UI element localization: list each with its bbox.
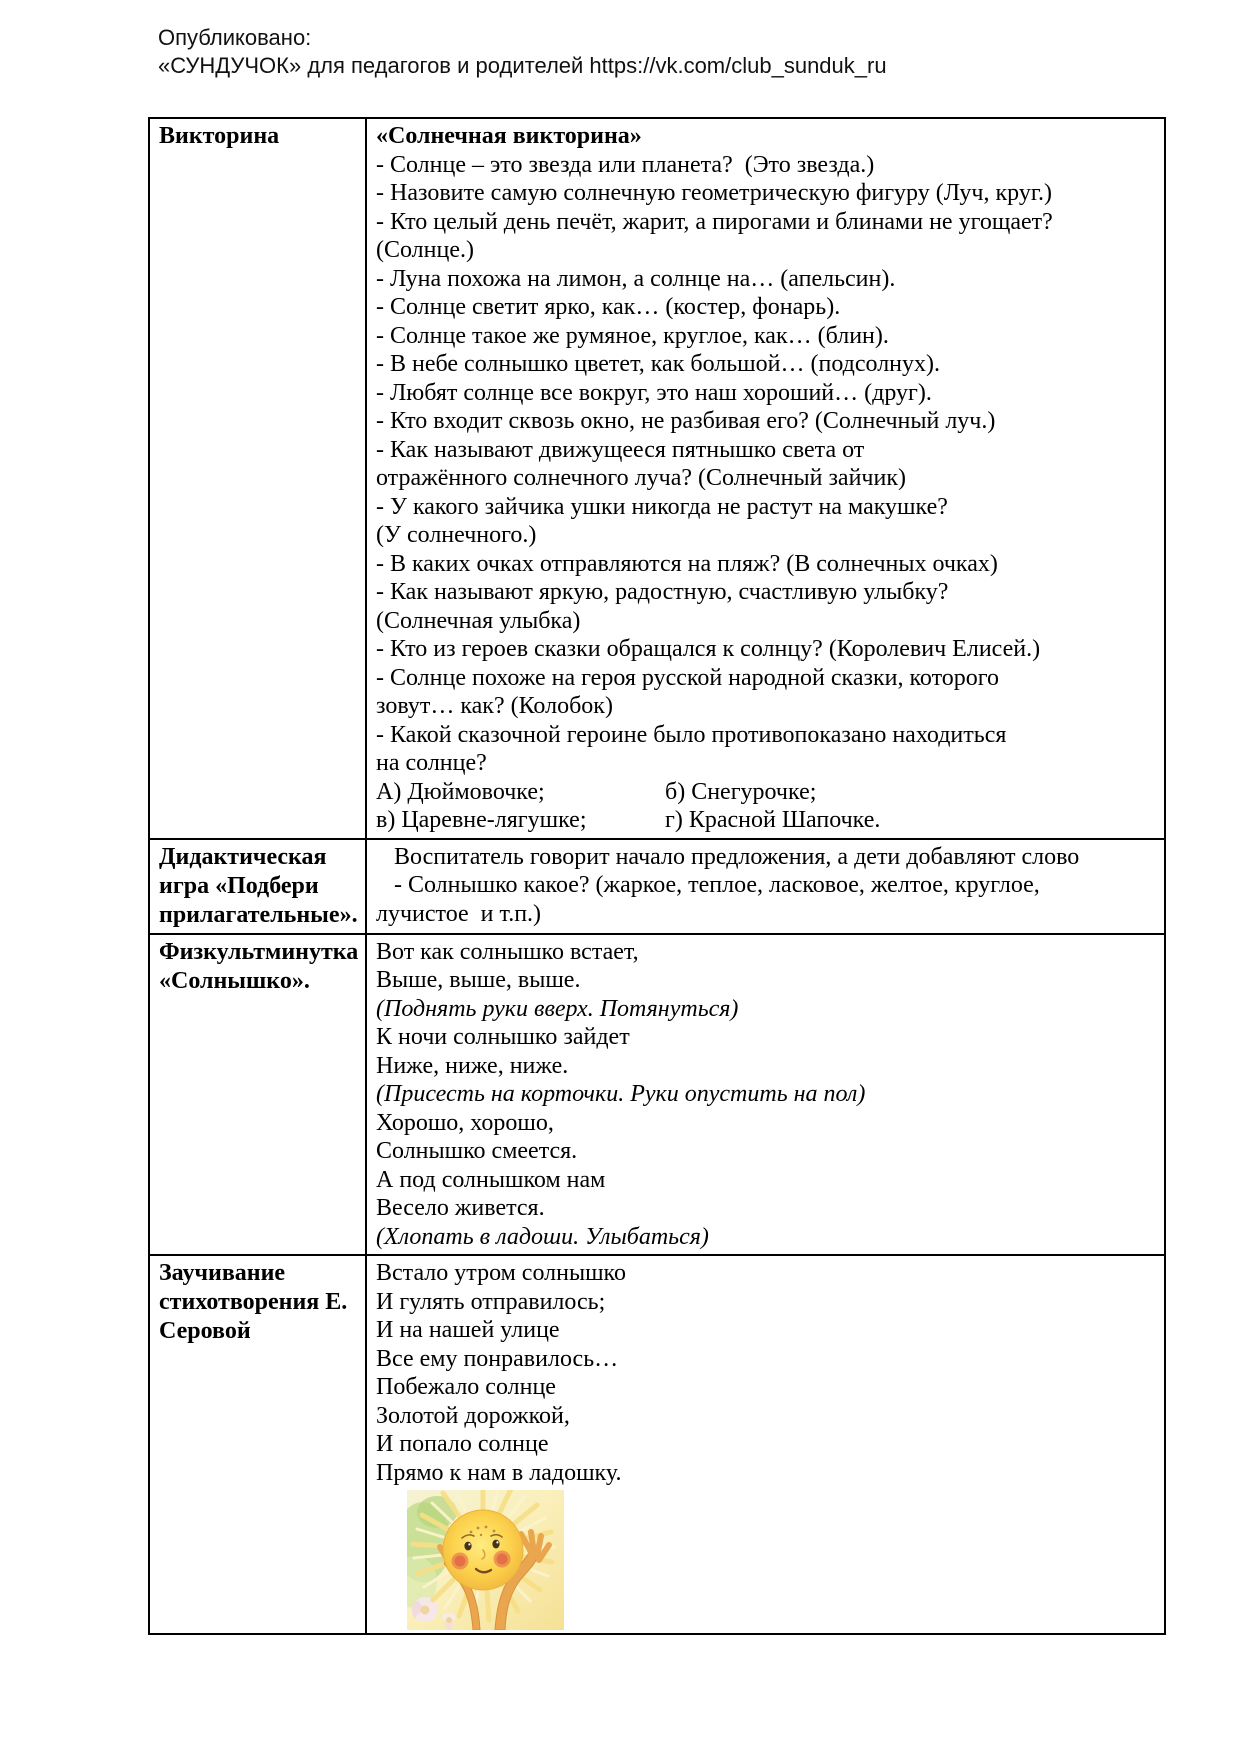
quiz-question-line: - Назовите самую солнечную геометрическую фигуру (Луч, круг.) (376, 180, 1052, 206)
quiz-question-line: зовут… как? (Колобок) (376, 693, 613, 719)
table-row-didactic-game (149, 839, 1165, 934)
table-row-poem (149, 1255, 1165, 1634)
quiz-content-cell (366, 118, 1165, 839)
phys-line: Выше, выше, выше. (376, 967, 581, 993)
published-label: Опубликовано: (158, 25, 312, 50)
quiz-options-row (376, 778, 1156, 807)
phys-line: Солнышко смеется. (376, 1138, 578, 1164)
quiz-question-line: - Кто из героев сказки обращался к солнцу? (Королевич Елисей.) (376, 636, 1041, 662)
phys-line: Хорошо, хорошо, (376, 1109, 554, 1136)
quiz-question-line: - Луна похожа на лимон, а солнце на… (апельсин). (376, 265, 896, 292)
quiz-question-line: отражённого солнечного луча? (Солнечный зайчик) (376, 465, 906, 491)
quiz-question-line: (Солнечная улыбка) (376, 607, 581, 634)
quiz-question-line: - Солнце – это звезда или планета? (Это звезда.) (376, 151, 875, 178)
quiz-question-line: - Любят солнце все вокруг, это наш хороший… (друг). (376, 379, 932, 406)
quiz-title: «Солнечная викторина» (376, 123, 642, 149)
poem-line: И гулять отправилось; (376, 1288, 606, 1315)
sun-illustration (407, 1490, 564, 1630)
phys-line: Весело живется. (376, 1195, 545, 1221)
quiz-question-line: - Солнце светит ярко, как… (костер, фонарь). (376, 294, 841, 320)
game-line: - Солнышко какое? (жаркое, теплое, ласковое, желтое, круглое, (376, 872, 1040, 898)
quiz-question-line: - В каких очках отправляются на пляж? (В солнечных очках) (376, 550, 998, 577)
game-line: Воспитатель говорит начало предложения, а дети добавляют слово (376, 843, 1080, 870)
phys-instruction-line: (Присесть на корточки. Руки опустить на пол) (376, 1081, 866, 1107)
lesson-plan-table (148, 117, 1166, 1635)
poem-line: И на нашей улице (376, 1317, 560, 1343)
quiz-question-line: (У солнечного.) (376, 522, 537, 548)
quiz-question-line: (Солнце.) (376, 237, 474, 263)
phys-content-cell (366, 934, 1165, 1256)
poem-line: Прямо к нам в ладошку. (376, 1459, 622, 1486)
phys-line: Ниже, ниже, ниже. (376, 1052, 569, 1079)
quiz-question-line: - Как называют яркую, радостную, счастливую улыбку? (376, 579, 949, 605)
phys-line: К ночи солнышко зайдет (376, 1024, 630, 1050)
quiz-question-line: - Солнце такое же румяное, круглое, как… (блин). (376, 322, 889, 349)
phys-row-header: Физкультминутка «Солнышко». (149, 934, 366, 1256)
quiz-option-v: в) Царевне-лягушке; (376, 807, 587, 833)
quiz-row-header: Викторина (149, 118, 366, 839)
phys-instruction-line: (Поднять руки вверх. Потянуться) (376, 995, 739, 1022)
quiz-question-line: - Как называют движущееся пятнышко света от (376, 436, 865, 463)
game-line: лучистое и т.п.) (376, 900, 542, 927)
poem-content-cell (366, 1255, 1165, 1634)
quiz-question-line: - Какой сказочной героине было противопоказано находиться (376, 721, 1007, 748)
poem-line: Золотой дорожкой, (376, 1402, 570, 1429)
quiz-question-line: - Кто целый день печёт, жарит, а пирогами и блинами не угощает? (376, 208, 1053, 235)
game-row-header: Дидактическая игра «Подбери прилагательные». (149, 839, 366, 934)
quiz-question-line: - У какого зайчика ушки никогда не растут на макушке? (376, 493, 948, 520)
quiz-question-line: - Кто входит сквозь окно, не разбивая его? (Солнечный луч.) (376, 408, 996, 434)
game-content-cell (366, 839, 1165, 934)
quiz-options-row (376, 806, 1156, 835)
published-source: «СУНДУЧОК» для педагогов и родителей https://vk.com/club_sunduk_ru (158, 53, 887, 78)
quiz-option-a: А) Дюймовочке; (376, 778, 545, 805)
quiz-question-line: - В небе солнышко цветет, как большой… (подсолнух). (376, 351, 941, 377)
poem-line: Все ему понравилось… (376, 1345, 619, 1372)
phys-line: Вот как солнышко встает, (376, 938, 639, 965)
phys-line: А под солнышком нам (376, 1166, 606, 1193)
quiz-option-g: г) Красной Шапочке. (665, 807, 881, 833)
quiz-option-b: б) Снегурочке; (665, 778, 817, 805)
quiz-question-line: - Солнце похоже на героя русской народной сказки, которого (376, 664, 1000, 691)
poem-line: Побежало солнце (376, 1374, 556, 1400)
quiz-question-line: на солнце? (376, 750, 487, 776)
table-row-phys-minute (149, 934, 1165, 1256)
phys-instruction-line: (Хлопать в ладоши. Улыбаться) (376, 1223, 709, 1250)
poem-line: Встало утром солнышко (376, 1260, 626, 1286)
poem-line: И попало солнце (376, 1431, 549, 1457)
table-row-quiz (149, 118, 1165, 839)
doc-header (158, 24, 887, 80)
poem-row-header: Заучивание стихотворения Е. Серовой (149, 1255, 366, 1634)
